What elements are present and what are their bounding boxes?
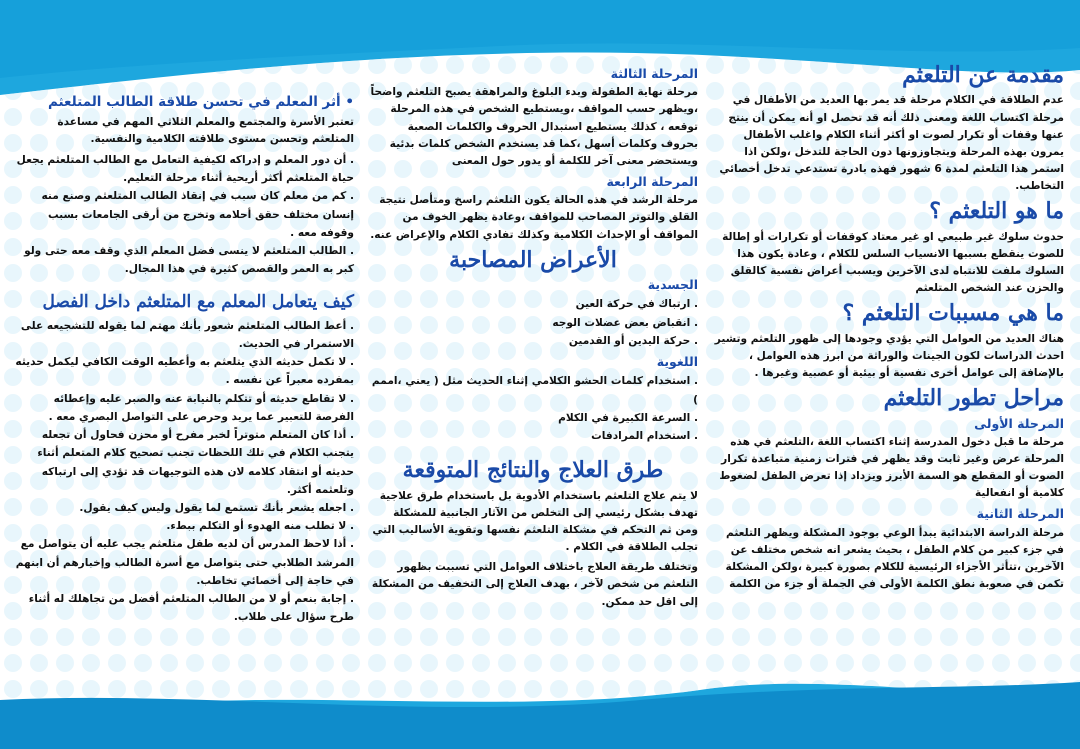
teacher-impact-intro: تعتبر الأسرة والمجتمع والمعلم الثلاثي المهم في مساعدة المتلعثم وتحسن مستوى طلاقته الكلامية والنفسية.: [57, 115, 354, 145]
verbal-symptoms-list: [368, 372, 698, 445]
stage4-paragraph: مرحلة الرشد في هذه الحالة يكون التلعثم راسخ ومتأصل نتيجة القلق والتوتر المصاحب للمواقف ،وعادة يظهر الخوف من المواقف أو الإحداث الكلامية وكذلك تفادي الكلام والإعراض عنه.: [370, 194, 698, 241]
list-item: . لا تطلب منه الهدوء أو التكلم ببطء.: [14, 517, 354, 535]
list-item: . اجعله يشعر بأنك تستمع لما يقول وليس كيف يقول.: [14, 499, 354, 517]
list-item: . أذا لاحظ المدرس أن لديه طفل متلعثم يجب عليه أن يتواصل مع المرشد الطلابي حتى يتواصل مع أسرة الطالب وإخبارهم أن ابنهم في حاجة إلى أخصائي تخاطب.: [14, 535, 354, 590]
teacher-impact-list: [14, 151, 354, 279]
verbal-symptoms-heading: اللغوية: [656, 354, 698, 370]
list-item: . الطالب المتلعثم لا ينسى فضل المعلم الذي وقف معه حتى ولو كبر به العمر والقصص كثيرة في هذا المجال.: [14, 242, 354, 278]
classroom-heading: كيف يتعامل المعلم مع المتلعثم داخل الفصل: [42, 292, 354, 313]
list-item: . أعط الطالب المتلعثم شعور بأنك مهتم لما يقوله للتشجيعه على الاستمرار في الحديث.: [14, 317, 354, 353]
list-item: . انقباض بعض عضلات الوجه: [368, 314, 698, 332]
stages-heading: مراحل تطور التلعثم: [883, 385, 1064, 412]
middle-column: [368, 62, 698, 614]
stage3-heading: المرحلة الثالثة: [610, 66, 698, 81]
treatment-paragraph-1: لا يتم علاج التلعثم باستخدام الأدوية بل باستخدام طرق علاجية تهدف بشكل رئيسي إلى التخلص من الآثار الجانبية للمشكلة ومن ثم التحكم في مشكلة التلعثم نفسها وتقوية الأساليب التي تجلب الطلاقة في الكلام .: [372, 489, 698, 554]
list-item: . كم من معلم كان سبب في إنقاذ الطالب المتلعثم وصنع منه إنسان مختلف حقق أحلامه وتخرج من أرقى الجامعات بسبب وقوفه معه .: [14, 187, 354, 242]
list-item: . ارتباك في حركة العين: [368, 295, 698, 313]
list-item: . السرعة الكبيرة في الكلام: [368, 409, 698, 427]
intro-heading: مقدمة عن التلعثم: [902, 62, 1064, 88]
list-item: . أن دور المعلم و إدراكه لكيفية التعامل مع الطالب المتلعثم يجعل حياة المتلعثم أكثر أريحية أثناء مرحلة التعليم.: [14, 151, 354, 187]
list-item: . استخدام كلمات الحشو الكلامي إثناء الحديث مثل ( يعني ،اممم ): [368, 372, 698, 408]
list-item: . إجابة بنعم أو لا من الطالب المتلعثم أفضل من تجاهلك له أثناء طرح سؤال على طلاب.: [14, 590, 354, 626]
what-is-stuttering-heading: ما هو التلعثم ؟: [929, 198, 1064, 225]
treatment-heading: طرق العلاج والنتائج المتوقعة: [402, 457, 664, 484]
intro-paragraph: عدم الطلاقة في الكلام مرحلة قد يمر بها العديد من الأطفال في مرحلة اكتساب اللغة ومعنى ذلك أنه قد تحصل او أنه يمكن أن ينتج عنها وقفات أو تكرار لصوت او أكثر أثناء الكلام واغلب الأطفال يمرون بهذه المرحلة ويتجاوزونها دون الحاجة للتدخل ،ولكن اذا استمر هذا التلعثم لمدة 6 شهور فهذه بادرة تستدعي تدخل أخصائي التخاطب.: [719, 94, 1064, 193]
right-column: [712, 62, 1064, 596]
list-item: . حركة اليدين أو القدمين: [368, 332, 698, 350]
teacher-impact-heading: • أثر المعلم في تحسن طلاقة الطالب المتلعثم: [14, 94, 354, 112]
what-is-stuttering-paragraph: حدوث سلوك غير طبيعي او غير معتاد كوقفات أو تكرارات أو إطالة للصوت ينقطع بسببها الانسياب السلس للكلام ، وعادة يكون هذا السلوك ملفت للانتباه لدى الآخرين ويسبب أعراض نفسية كالقلق والحزن عند الشخص المتلعثم: [722, 230, 1064, 295]
left-column: [14, 90, 354, 627]
stage1-heading: المرحلة الأولى: [974, 415, 1064, 431]
stage4-heading: المرحلة الرابعة: [606, 174, 698, 190]
physical-symptoms-heading: الجسدية: [647, 277, 698, 293]
stage3-paragraph: مرحلة نهاية الطفولة وبدء البلوغ والمراهقة يصبح التلعثم واضحاً ،ويظهر حسب المواقف ،ويستطيع الشخص في هذه المرحلة توقعه ، كذلك يستطيع استبدال الحروف والكلمات الصعبة بحروف وكلمات أسهل ،كما قد يستخدم الشخص كلمات بدئية ويستحضر معنى آخر للكلمة أو يدور حول المعنى: [370, 86, 698, 167]
treatment-paragraph-2: وتختلف طريقة العلاج باختلاف العوامل التي تسببت بظهور التلعثم من شخص لآخر ، بهدف العلاج إلى التخفيف من المشكلة إلى اقل حد ممكن.: [371, 561, 698, 608]
causes-paragraph: هناك العديد من العوامل التي يؤدي وجودها إلى ظهور التلعثم وتشير احدث الدراسات لكون الجينات والوراثة من ابرز هذه العوامل ، بالإضافة إلى عوامل أخرى نفسية أو بيئية أو عصبية وغيرها .: [714, 332, 1064, 380]
stage1-paragraph: مرحلة ما قبل دخول المدرسة إثناء اكتساب اللغة ،التلعثم في هذه المرحلة عرض وغير ثابت وقد يظهر في فترات زمنية متباعدة تكرار الصوت أو المقطع هو السمة الأبرز ويزداد إذا تعرض الطفل لضغوط كلامية أو انفعالية: [719, 435, 1064, 500]
physical-symptoms-list: [368, 295, 698, 350]
list-item: . استخدام المرادفات: [368, 427, 698, 445]
causes-heading: ما هي مسببات التلعثم ؟: [842, 300, 1064, 327]
symptoms-heading: الأعراض المصاحبة: [449, 246, 617, 273]
list-item: . لا تقاطع حديثه أو تتكلم بالنيابة عنه والصبر عليه وإعطائه الفرصة للتعبير عما يريد وحرص على التواصل البصري معه .: [14, 390, 354, 426]
list-item: . أذا كان المتعلم متوتراً لخبر مفرح أو محزن فحاول أن تجعله يتجنب الكلام في تلك اللحظات تجنب تصحيح كلام المتعلم أثناء حديثه أو انتقاد كلامه لان هذه التوجيهات قد تؤدي إلى ارتباكه وتلعثمه أكثر.: [14, 426, 354, 499]
stage2-paragraph: مرحلة الدراسة الابتدائية يبدأ الوعي بوجود المشكلة ويظهر التلعثم في جزء كبير من كلام الطفل ، بحيث يشعر انه شخص مختلف عن الآخرين ،تتأثر الأجزاء الرئيسية للكلام بصورة كبيرة ،ولكن المشكلة تكمن في صعوبة نطق الكلمة الأولى في الجملة أو جزء من الكلمة: [725, 526, 1064, 591]
list-item: . لا تكمل حديثه الذي يتلعثم به وأعطيه الوقت الكافي ليكمل حديثه بمفرده معبراً عن نفسه .: [14, 353, 354, 389]
stage2-heading: المرحلة الثانية: [976, 506, 1064, 522]
classroom-tips-list: [14, 317, 354, 627]
